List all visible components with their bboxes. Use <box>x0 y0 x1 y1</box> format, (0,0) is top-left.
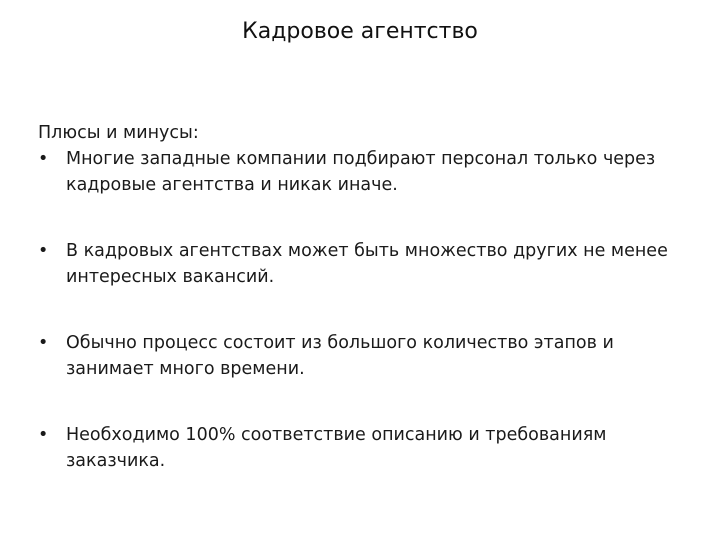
bullet-list <box>38 146 688 474</box>
bullet-text: Обычно процесс состоит из большого количество этапов и занимает много времени. <box>66 333 614 379</box>
bullet-text: Необходимо 100% соответствие описанию и требованиям заказчика. <box>66 425 607 471</box>
bullet-text: В кадровых агентствах может быть множество других не менее интересных вакансий. <box>66 241 668 287</box>
slide-body <box>38 120 688 474</box>
bullet-item <box>38 422 688 474</box>
bullet-item <box>38 238 688 290</box>
subheading: Плюсы и минусы: <box>38 123 199 143</box>
bullet-item <box>38 330 688 382</box>
bullet-icon: • <box>38 241 49 261</box>
bullet-icon: • <box>38 333 49 353</box>
slide-title: Кадровое агентство <box>242 19 478 44</box>
bullet-text: Многие западные компании подбирают персонал только через кадровые агентства и никак иначе. <box>66 149 656 195</box>
bullet-icon: • <box>38 425 49 445</box>
bullet-icon: • <box>38 149 49 169</box>
bullet-item <box>38 146 688 198</box>
